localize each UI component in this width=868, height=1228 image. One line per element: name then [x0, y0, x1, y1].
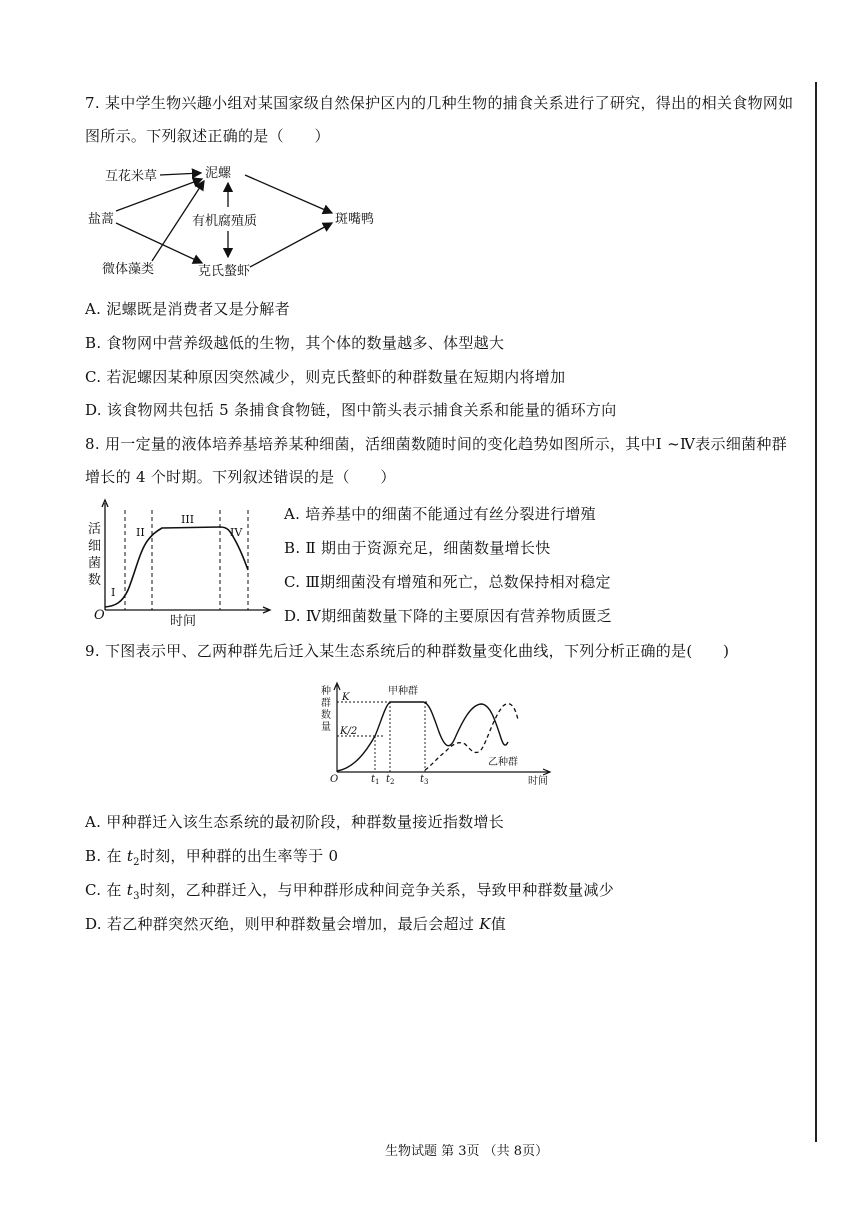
origin-label: O: [330, 774, 339, 785]
food-web-svg: [80, 155, 400, 280]
q9-option-b: B. 在 $t_2$时刻，甲种群的出生率等于 0: [85, 847, 339, 868]
phase-IV-label: IV: [230, 526, 243, 539]
q8-option-d: D. Ⅳ期细菌数量下降的主要原因有营养物质匮乏: [284, 607, 612, 625]
q9-option-d: D. 若乙种群突然灭绝，则甲种群数量会增加，最后会超过 K值: [85, 915, 507, 933]
origin-label: O: [94, 608, 105, 623]
q9-stem: 9. 下图表示甲、乙两种群先后迁入某生态系统后的种群数量变化曲线，下列分析正确的是( ): [85, 642, 730, 660]
t2-label: $t_2$: [386, 774, 395, 786]
ylabel-char: 细: [88, 539, 102, 554]
node-ban-zui-ya: 斑嘴鸭: [335, 212, 375, 227]
phase-I-label: I: [111, 586, 116, 599]
phase-II-label: II: [136, 526, 145, 539]
t3-label: $t_3$: [420, 774, 429, 786]
q7-option-b: B. 食物网中营养级越低的生物，其个体的数量越多、体型越大: [85, 334, 505, 352]
jia-population-label: 甲种群: [388, 686, 418, 697]
q7-stem-line1: 7. 某中学生物兴趣小组对某国家级自然保护区内的几种生物的捕食关系进行了研究，得出的相关食物网如: [85, 94, 794, 112]
xlabel: 时间: [528, 776, 548, 787]
t1-label: $t_1$: [371, 774, 380, 786]
ylabel-char: 数: [321, 710, 331, 721]
node-hu-hua: 互花米草: [105, 169, 158, 184]
ylabel-char: 数: [88, 573, 102, 588]
k-half-label: K/2: [340, 726, 358, 737]
bacteria-growth-graph: [80, 495, 275, 630]
ylabel-char: 活: [88, 522, 102, 537]
q8-option-c: C. Ⅲ期细菌没有增殖和死亡，总数保持相对稳定: [284, 573, 611, 591]
ylabel-char: 菌: [88, 556, 102, 571]
node-ke-shi: 克氏螯虾: [198, 264, 251, 279]
population-graph: [315, 680, 560, 790]
q8-stem-line2: 增长的 4 个时期。下列叙述错误的是（ ）: [85, 468, 396, 486]
arrow-keshi-banzuiya: [250, 223, 332, 267]
ylabel-char: 量: [321, 722, 331, 733]
q7-option-c: C. 若泥螺因某种原因突然减少，则克氏螯虾的种群数量在短期内将增加: [85, 368, 566, 386]
page-footer: 生物试题 第 3页 （共 8页）: [385, 1144, 549, 1159]
ylabel-char: 群: [321, 698, 331, 709]
q7-option-d: D. 该食物网共包括 5 条捕食食物链，图中箭头表示捕食关系和能量的循环方向: [85, 401, 617, 419]
q8-option-b: B. Ⅱ 期由于资源充足，细菌数量增长快: [284, 539, 551, 557]
margin-rule: [815, 82, 817, 1142]
node-yan-hao: 盐蒿: [88, 212, 115, 227]
population-graph-svg: [315, 680, 560, 790]
q7-stem-line2: 图所示。下列叙述正确的是（ ）: [85, 127, 330, 145]
yi-population-label: 乙种群: [488, 757, 518, 768]
jia-population-curve: [337, 702, 508, 771]
q9-option-c: C. 在 $t_3$时刻，乙种群迁入，与甲种群形成种间竞争关系，导致甲种群数量减少: [85, 881, 615, 902]
bacteria-graph-svg: [80, 495, 275, 630]
arrow-huhua-niluo: [160, 173, 201, 175]
node-you-ji: 有机腐殖质: [192, 214, 258, 229]
q9-option-a: A. 甲种群迁入该生态系统的最初阶段，种群数量接近指数增长: [85, 813, 505, 831]
node-ni-luo: 泥螺: [205, 166, 232, 181]
node-wei-ti: 微体藻类: [102, 262, 155, 277]
arrow-niluo-banzuiya: [245, 175, 332, 213]
ylabel-char: 种: [321, 686, 331, 697]
q8-stem-line1: 8. 用一定量的液体培养基培养某种细菌，活细菌数随时间的变化趋势如图所示，其中Ⅰ ~Ⅳ表示细菌种群: [85, 435, 788, 453]
k-label: K: [342, 692, 350, 703]
q7-option-a: A. 泥螺既是消费者又是分解者: [85, 300, 290, 318]
food-web-diagram: [80, 155, 400, 280]
arrow-yanhao-keshi: [116, 223, 202, 263]
phase-III-label: III: [181, 513, 195, 526]
q8-option-a: A. 培养基中的细菌不能通过有丝分裂进行增殖: [284, 505, 596, 523]
xlabel: 时间: [170, 614, 197, 629]
growth-curve: [105, 527, 248, 607]
